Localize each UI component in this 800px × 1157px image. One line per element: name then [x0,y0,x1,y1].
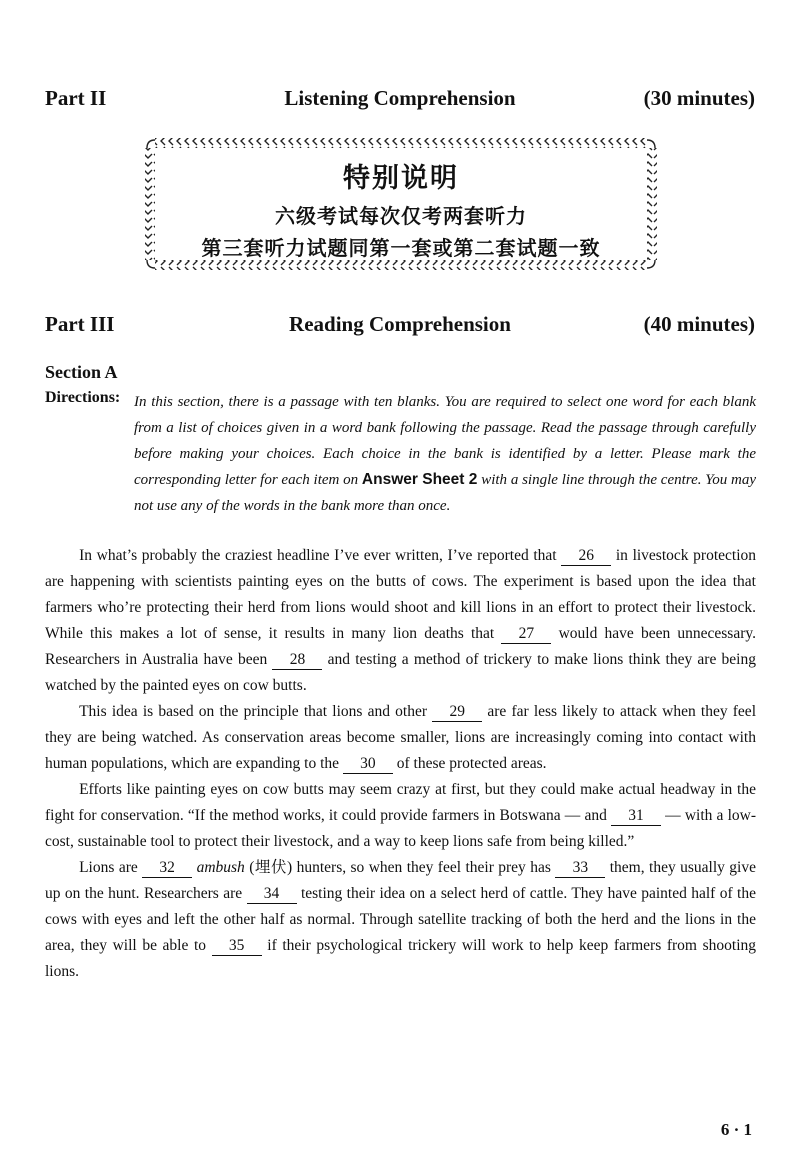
notice-line-2: 第三套听力试题同第一套或第二套试题一致 [201,236,601,260]
part-2-header [45,86,755,116]
special-notice-box [143,136,659,272]
section-heading: Section A [45,362,118,382]
answer-sheet-emphasis: Answer Sheet 2 [361,471,478,488]
blank-34: 34 [247,885,297,904]
passage-text: of these protected areas. [392,755,547,772]
term-gloss: (埋伏) [244,859,297,876]
directions-text [134,389,756,519]
passage-text: would have been unnecessary. Researchers in Australia have been [45,625,756,668]
passage-text: if their psychological trickery will work to help keep farmers from shooting lions. [45,937,756,980]
blank-33: 33 [555,859,605,878]
blank-27: 27 [501,625,551,644]
page-number: 6 · 1 [720,1120,752,1139]
directions-text-before: In this section, there is a passage with ten blanks. You are required to select one word for each blank from a list of choices given in a word bank following the passage. Read the passage through carefully before making your choices. Each choice in the bank is identified by a letter. Please mark the corresponding letter for each item on [134,394,756,488]
passage-text: are far less likely to attack when they feel they are being watched. As conservation areas become smaller, lions are increasingly coming into contact with human populations, which are expanding to the [45,703,756,772]
blank-35: 35 [212,937,262,956]
blank-31: 31 [611,807,661,826]
blank-32: 32 [142,859,192,878]
notice-title: 特别说明 [343,163,459,194]
part-3-header [45,312,755,342]
part-3-title: Reading Comprehension [289,312,511,336]
passage-paragraph-2 [45,699,756,777]
passage-text: Efforts like painting eyes on cow butts may seem crazy at first, but they could make actual headway in the fight for conservation. “If the method works, it could provide farmers in Botswana — and [45,781,756,824]
part-3-label: Part III [45,312,115,336]
blank-28: 28 [272,651,322,670]
passage-text: hunters, so when they feel their prey has [296,859,556,876]
part-3-time: (40 minutes) [643,312,755,336]
reading-passage [45,543,756,985]
directions-text-after: with a single line through the centre. You may not use any of the words in the bank more than once. [134,472,756,514]
notice-line-1: 六级考试每次仅考两套听力 [275,204,527,228]
passage-text: — with a low-cost, sustainable tool to protect their livestock, and a way to keep lions safe from being killed.” [45,807,756,850]
blank-26: 26 [561,547,611,566]
blank-30: 30 [343,755,393,774]
term-ambush: ambush [196,859,245,876]
passage-text: and testing a method of trickery to make lions think they are being watched by the painted eyes on cow butts. [45,651,756,694]
notice-text [143,136,659,272]
passage-paragraph-4 [45,855,756,985]
blank-29: 29 [432,703,482,722]
part-2-time: (30 minutes) [643,86,755,110]
passage-text: In what’s probably the craziest headline I’ve ever written, I’ve reported that [79,547,562,564]
passage-text: Lions are [79,859,143,876]
directions-label: Directions: [45,389,121,406]
passage-paragraph-3 [45,777,756,855]
passage-text: This idea is based on the principle that lions and other [79,703,433,720]
passage-text: them, they usually give up on the hunt. Researchers are [45,859,756,902]
part-2-title: Listening Comprehension [284,86,516,110]
passage-text: in livestock protection are happening with scientists painting eyes on the butts of cows. The experiment is based upon the idea that farmers who’re protecting their herd from lions would shoot and kill lions in an effort to protect their livestock. While this makes a lot of sense, it results in many lion deaths that [45,547,757,642]
passage-text: testing their idea on a select herd of cattle. They have painted half of the cows with eyes and left the other half as normal. Through satellite tracking of both the herd and the lions in the area, they will be able to [45,885,756,954]
passage-paragraph-1 [45,543,756,699]
part-2-label: Part II [45,86,107,110]
